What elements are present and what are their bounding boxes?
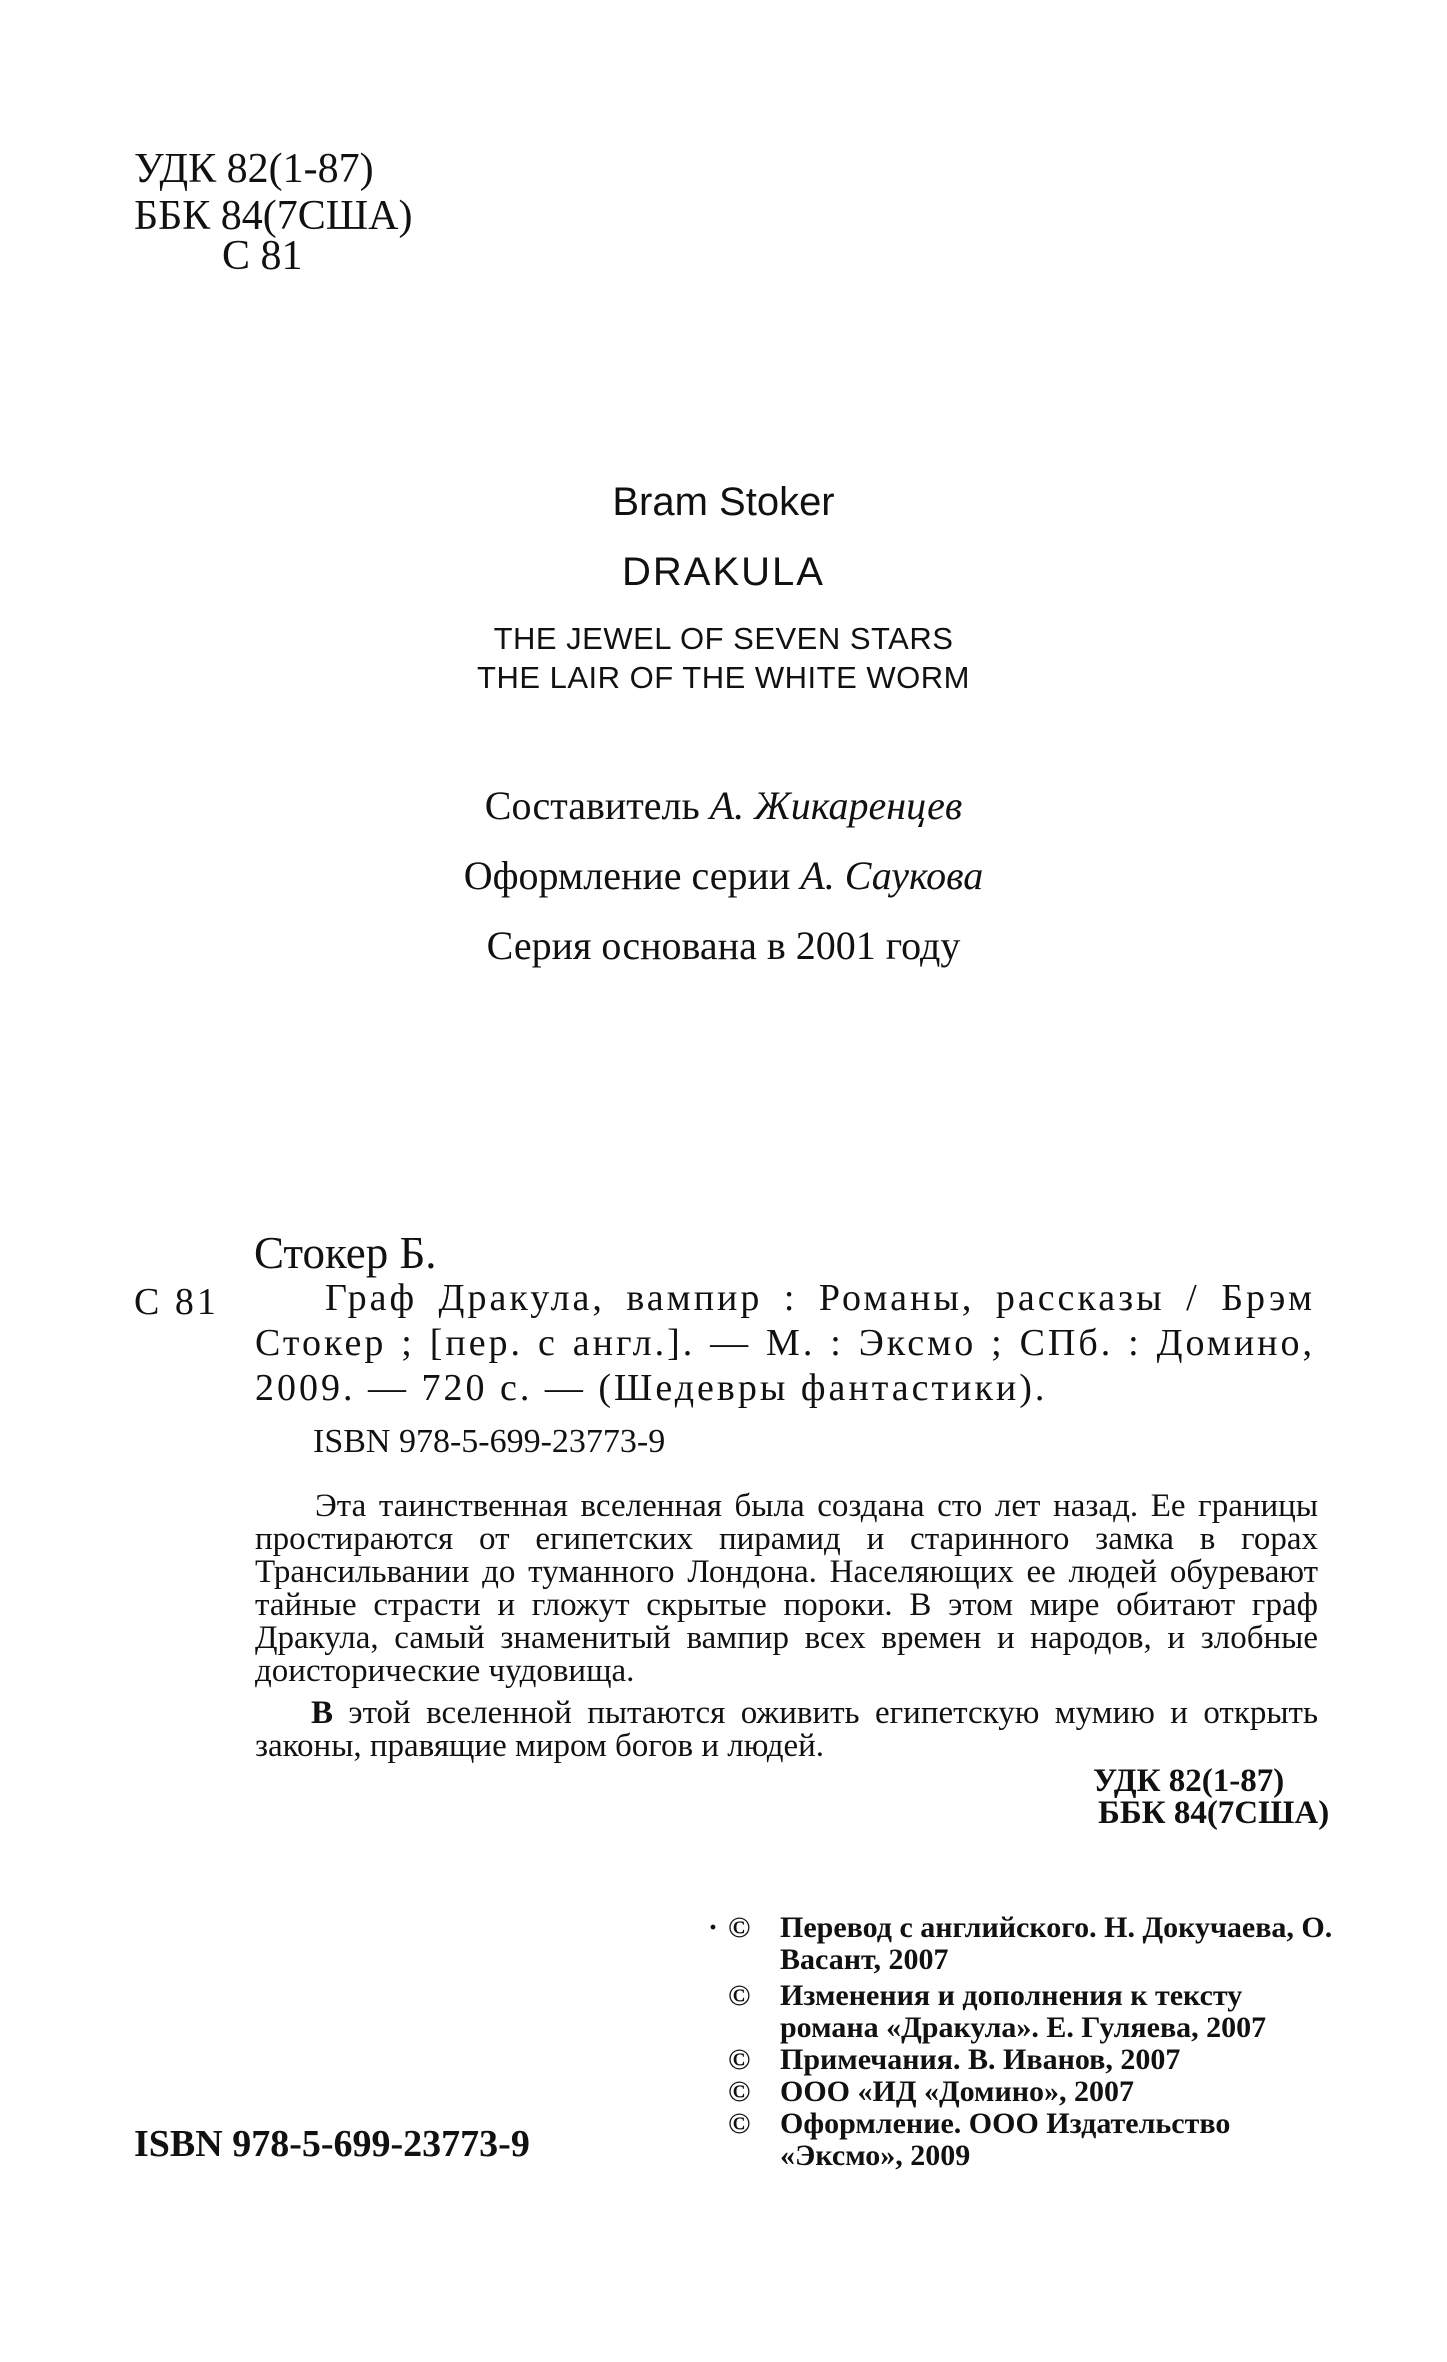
record-isbn: ISBN 978-5-699-23773-9: [313, 1423, 666, 1460]
subtitle-jewel: THE JEWEL OF SEVEN STARS: [493, 621, 954, 656]
bbk-code: ББК 84(7США): [134, 193, 413, 239]
author-sign-code: С 81: [222, 233, 303, 279]
copyright-notes: Примечания. В. Иванов, 2007: [780, 2043, 1181, 2076]
copyright-design: Оформление. ООО Издательство «Эксмо», 2009: [780, 2107, 1231, 2172]
design-credit: [0, 852, 1447, 899]
udk-code: УДК 82(1-87): [134, 146, 374, 192]
author-english: Bram Stoker: [612, 480, 835, 524]
copyright-item: [728, 2044, 1348, 2076]
series-founded: Серия основана в 2001 году: [486, 923, 961, 968]
compiler-credit: [0, 782, 1447, 829]
design-name: А. Саукова: [800, 853, 984, 898]
copyright-icon: ©: [728, 1979, 751, 2012]
copyright-item: [728, 2076, 1348, 2108]
annotation-lead-letter: В: [311, 1695, 334, 1731]
record-description: [255, 1276, 1315, 1411]
copyright-item: [728, 1980, 1348, 2044]
copyright-item: [708, 1911, 1348, 1976]
compiler-name: А. Жикаренцев: [709, 783, 963, 828]
udk-code-right: УДК 82(1-87): [1093, 1763, 1285, 1799]
copyright-icon: ©: [728, 2043, 751, 2076]
copyright-icon: ©: [728, 2107, 751, 2140]
isbn-bottom: ISBN 978-5-699-23773-9: [134, 2123, 530, 2165]
annotation-paragraph-2: [255, 1697, 1318, 1763]
annotation-paragraph-1: Эта таинственная вселенная была создана сто лет назад. Ее границы простираются от египетских пирамид и старинного замка в горах Трансильвании до туманного Лондона. Населяющих ее людей обуревают тайные страсти и гложут скрытые пороки. В этом мире обитают граф Дракула, самый знаменитый вампир всех времен и народов, и злобные доисторические чудовища.: [255, 1488, 1318, 1689]
bbk-code-right: ББК 84(7США): [1098, 1795, 1330, 1831]
book-title: DRAKULA: [622, 550, 825, 594]
copyright-icon: ©: [728, 1911, 751, 1944]
record-text: Граф Дракула, вампир : Романы, рассказы / Брэм Стокер ; [пер. с англ.]. — М. : Эксмо ; СПб. : Домино, 2009. — 720 с. — (Шедевры фантастики).: [255, 1277, 1315, 1409]
copyright-translation: Перевод с английского. Н. Докучаева, О. Васант, 2007: [780, 1911, 1333, 1976]
subtitle-lair: THE LAIR OF THE WHITE WORM: [477, 660, 970, 695]
design-label: Оформление серии: [463, 853, 791, 898]
record-author: Стокер Б.: [254, 1228, 437, 1278]
copyright-edits: Изменения и дополнения к тексту романа «Дракула». Е. Гуляева, 2007: [780, 1979, 1267, 2044]
copyright-domino: ООО «ИД «Домино», 2007: [780, 2075, 1135, 2108]
copyright-block: [708, 1911, 1348, 2172]
bullet-dot: ·: [708, 1911, 719, 1944]
copyright-item: [728, 2108, 1348, 2172]
annotation-text: этой вселенной пытаются оживить египетскую мумию и открыть законы, правящие миром богов и людей.: [255, 1695, 1318, 1764]
record-code: С 81: [134, 1281, 219, 1323]
copyright-icon: ©: [728, 2075, 751, 2108]
compiler-label: Составитель: [484, 783, 700, 828]
